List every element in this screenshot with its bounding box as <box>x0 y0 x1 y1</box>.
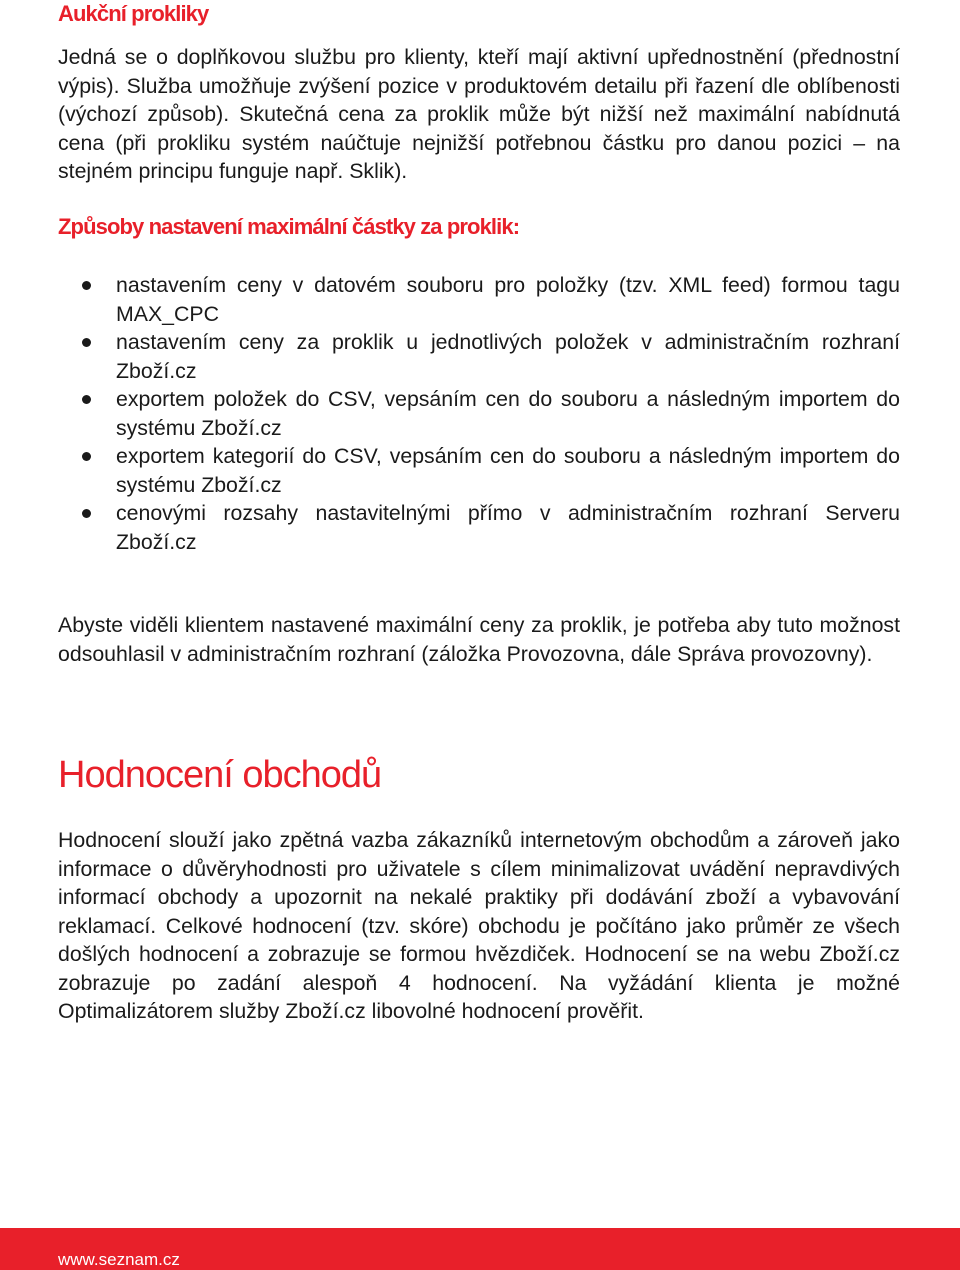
bullet-item <box>58 271 900 328</box>
footer-link-seznam[interactable]: www.seznam.cz <box>58 1250 180 1269</box>
bullet-text: exportem položek do CSV, vepsáním cen do souboru a následným importem do systému Zboží.cz <box>116 387 900 440</box>
bullet-item <box>58 328 900 385</box>
bullet-text: nastavením ceny za proklik u jednotlivých položek v administračním rozhraní Zboží.cz <box>116 330 900 383</box>
intro-paragraph: Jedná se o doplňkovou službu pro klienty, kteří mají aktivní upřednostnění (přednostní výpis). Služba umožňuje zvýšení pozice v produktovém detailu při řazení dle oblíbenosti (výchozí způsob). Skutečná cena za proklik může být nižší než maximální nabídnutá cena (při prokliku systém naúčtuje nejnižší potřebnou částku pro danou pozici – na stejném principu funguje např. Sklik). <box>58 45 900 183</box>
bullet-icon <box>82 452 91 461</box>
bullet-item <box>58 385 900 442</box>
subsection-title-zpusoby-nastaveni: Způsoby nastavení maximální částky za proklik: <box>58 214 520 239</box>
bullet-icon <box>82 395 91 404</box>
rating-paragraph: Hodnocení slouží jako zpětná vazba zákazníků internetovým obchodům a zároveň jako informace o důvěryhodnosti pro uživatele s cílem minimalizovat uvádění nepravdivých informací obchody a upozornit na nekalé praktiky při dodávání zboží a vybavování reklamací. Celkové hodnocení (tzv. skóre) obchodu je počítáno jako průměr ze všech došlých hodnocení a zobrazuje se formou hvězdiček. Hodnocení se na webu Zboží.cz zobrazuje po zadání alespoň 4 hodnocení. Na vyžádání klienta je možné Optimalizátorem služby Zboží.cz libovolné hodnocení prověřit. <box>58 828 900 1023</box>
bullet-item <box>58 499 900 556</box>
bullet-icon <box>82 338 91 347</box>
outro-paragraph: Abyste viděli klientem nastavené maximální ceny za proklik, je potřeba aby tuto možnost odsouhlasil v administračním rozhraní (záložka Provozovna, dále Správa provozovny). <box>58 613 900 666</box>
bullet-icon <box>82 509 91 518</box>
section-title-hodnoceni-obchodu: Hodnocení obchodů <box>58 754 382 796</box>
bullet-text: exportem kategorií do CSV, vepsáním cen do souboru a následným importem do systému Zboží.cz <box>116 444 900 497</box>
settings-bullet-list <box>58 271 900 556</box>
bullet-icon <box>82 281 91 290</box>
bullet-text: nastavením ceny v datovém souboru pro položky (tzv. XML feed) formou tagu MAX_CPC <box>116 273 900 326</box>
section-title-aukcni-prokliky: Aukční prokliky <box>58 1 209 26</box>
bullet-text: cenovými rozsahy nastavitelnými přímo v administračním rozhraní Serveru Zboží.cz <box>116 501 900 554</box>
bullet-item <box>58 442 900 499</box>
